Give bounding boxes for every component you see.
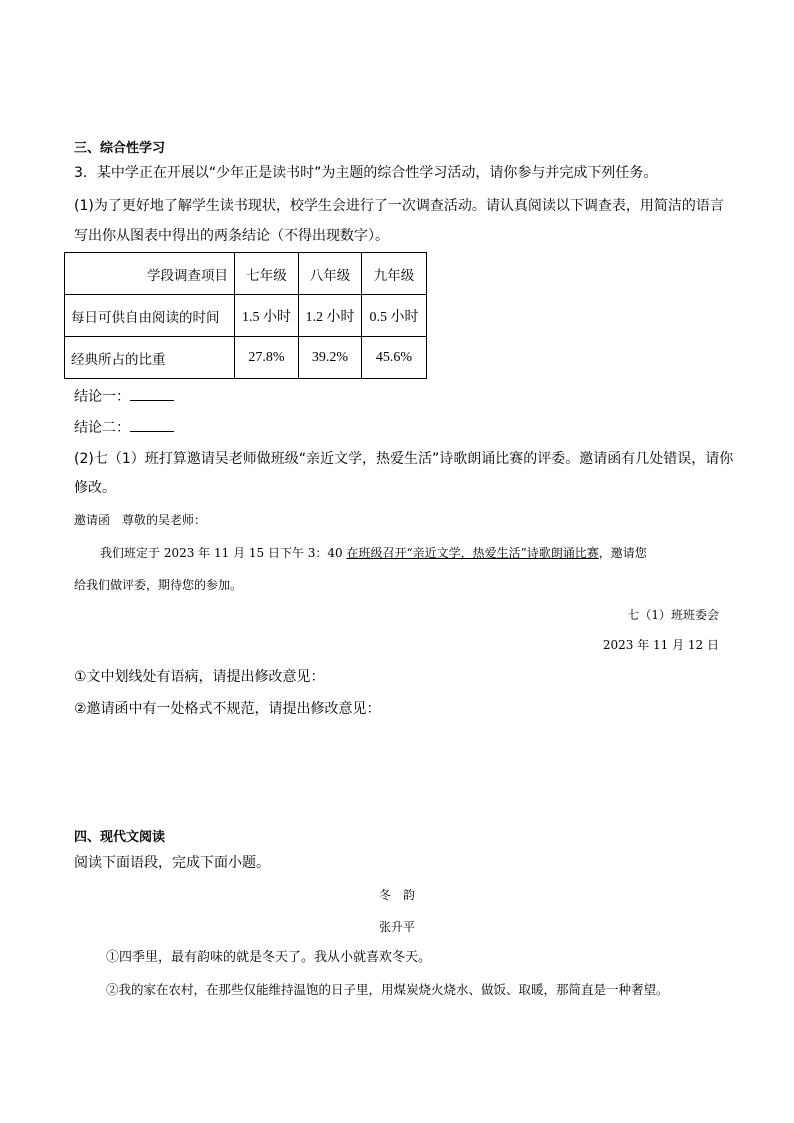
table-cell: 每日可供自由阅读的时间 — [65, 295, 235, 337]
table-cell: 经典所占的比重 — [65, 337, 235, 379]
section3-heading: 三、综合性学习 — [74, 141, 166, 156]
table-header-cell: 学段调查项目 — [65, 253, 235, 295]
conclusion1-answer-blank[interactable] — [130, 386, 174, 401]
section4-heading: 四、现代文阅读 — [74, 830, 166, 845]
table-row — [65, 295, 427, 337]
reading-instruction: 阅读下面语段，完成下面小题。 — [74, 855, 270, 871]
article-title: 冬 韵 — [378, 888, 415, 902]
article-author: 张升平 — [378, 920, 415, 934]
letter-body-suffix: ，邀请您 — [598, 546, 647, 560]
table-header-cell: 九年级 — [362, 253, 427, 295]
article-paragraph-2: ②我的家在农村，在那些仅能维持温饱的日子里，用煤炭烧火烧水、做饭、取暖，那简直是一种奢望。 — [106, 982, 669, 997]
task2-text-line2: 修改。 — [74, 480, 116, 496]
task2-text-line1: (2)七（1）班打算邀请吴老师做班级“亲近文学，热爱生活”诗歌朗诵比赛的评委。邀请函有几处错误，请你 — [74, 451, 734, 467]
subquestion1: ①文中划线处有语病，请提出修改意见： — [74, 669, 325, 685]
letter-date: 2023 年 11 月 12 日 — [602, 638, 719, 652]
table-cell: 1.2 小时 — [299, 295, 362, 337]
table-row — [65, 337, 427, 379]
question3-intro: 3．某中学正在开展以“少年正是读书时”为主题的综合性学习活动，请你参与并完成下列任务。 — [74, 165, 658, 181]
letter-body-prefix: 我们班定于 2023 年 11 月 15 日下午 3：40 — [100, 546, 347, 560]
letter-body-line1 — [100, 543, 647, 563]
survey-table — [64, 252, 427, 379]
conclusion2-line — [74, 417, 174, 438]
article-paragraph-1: ①四季里，最有韵味的就是冬天了。我从小就喜欢冬天。 — [106, 950, 432, 965]
task1-text-line1: (1)为了更好地了解学生读书现状，校学生会进行了一次调查活动。请认真阅读以下调查表，用简洁的语言 — [74, 198, 724, 214]
letter-underlined-error: 在班级召开“亲近文学，热爱生活”诗歌朗诵比赛 — [346, 546, 599, 560]
table-cell: 1.5 小时 — [235, 295, 299, 337]
table-header-row — [65, 253, 427, 295]
letter-body-line2: 给我们做评委，期待您的参加。 — [74, 578, 243, 592]
conclusion1-label: 结论一： — [74, 389, 130, 405]
table-header-cell: 八年级 — [299, 253, 362, 295]
table-cell: 27.8% — [235, 337, 299, 379]
table-header-cell: 七年级 — [235, 253, 299, 295]
table-cell: 0.5 小时 — [362, 295, 427, 337]
conclusion1-line — [74, 386, 174, 407]
conclusion2-label: 结论二： — [74, 420, 130, 436]
letter-title-greeting: 邀请函 尊敬的吴老师： — [74, 513, 207, 527]
table-cell: 39.2% — [299, 337, 362, 379]
subquestion2: ②邀请函中有一处格式不规范，请提出修改意见： — [74, 701, 381, 717]
conclusion2-answer-blank[interactable] — [130, 417, 174, 432]
task1-text-line2: 写出你从图表中得出的两条结论（不得出现数字）。 — [74, 228, 389, 244]
table-cell: 45.6% — [362, 337, 427, 379]
letter-signature: 七（1）班班委会 — [627, 608, 719, 622]
